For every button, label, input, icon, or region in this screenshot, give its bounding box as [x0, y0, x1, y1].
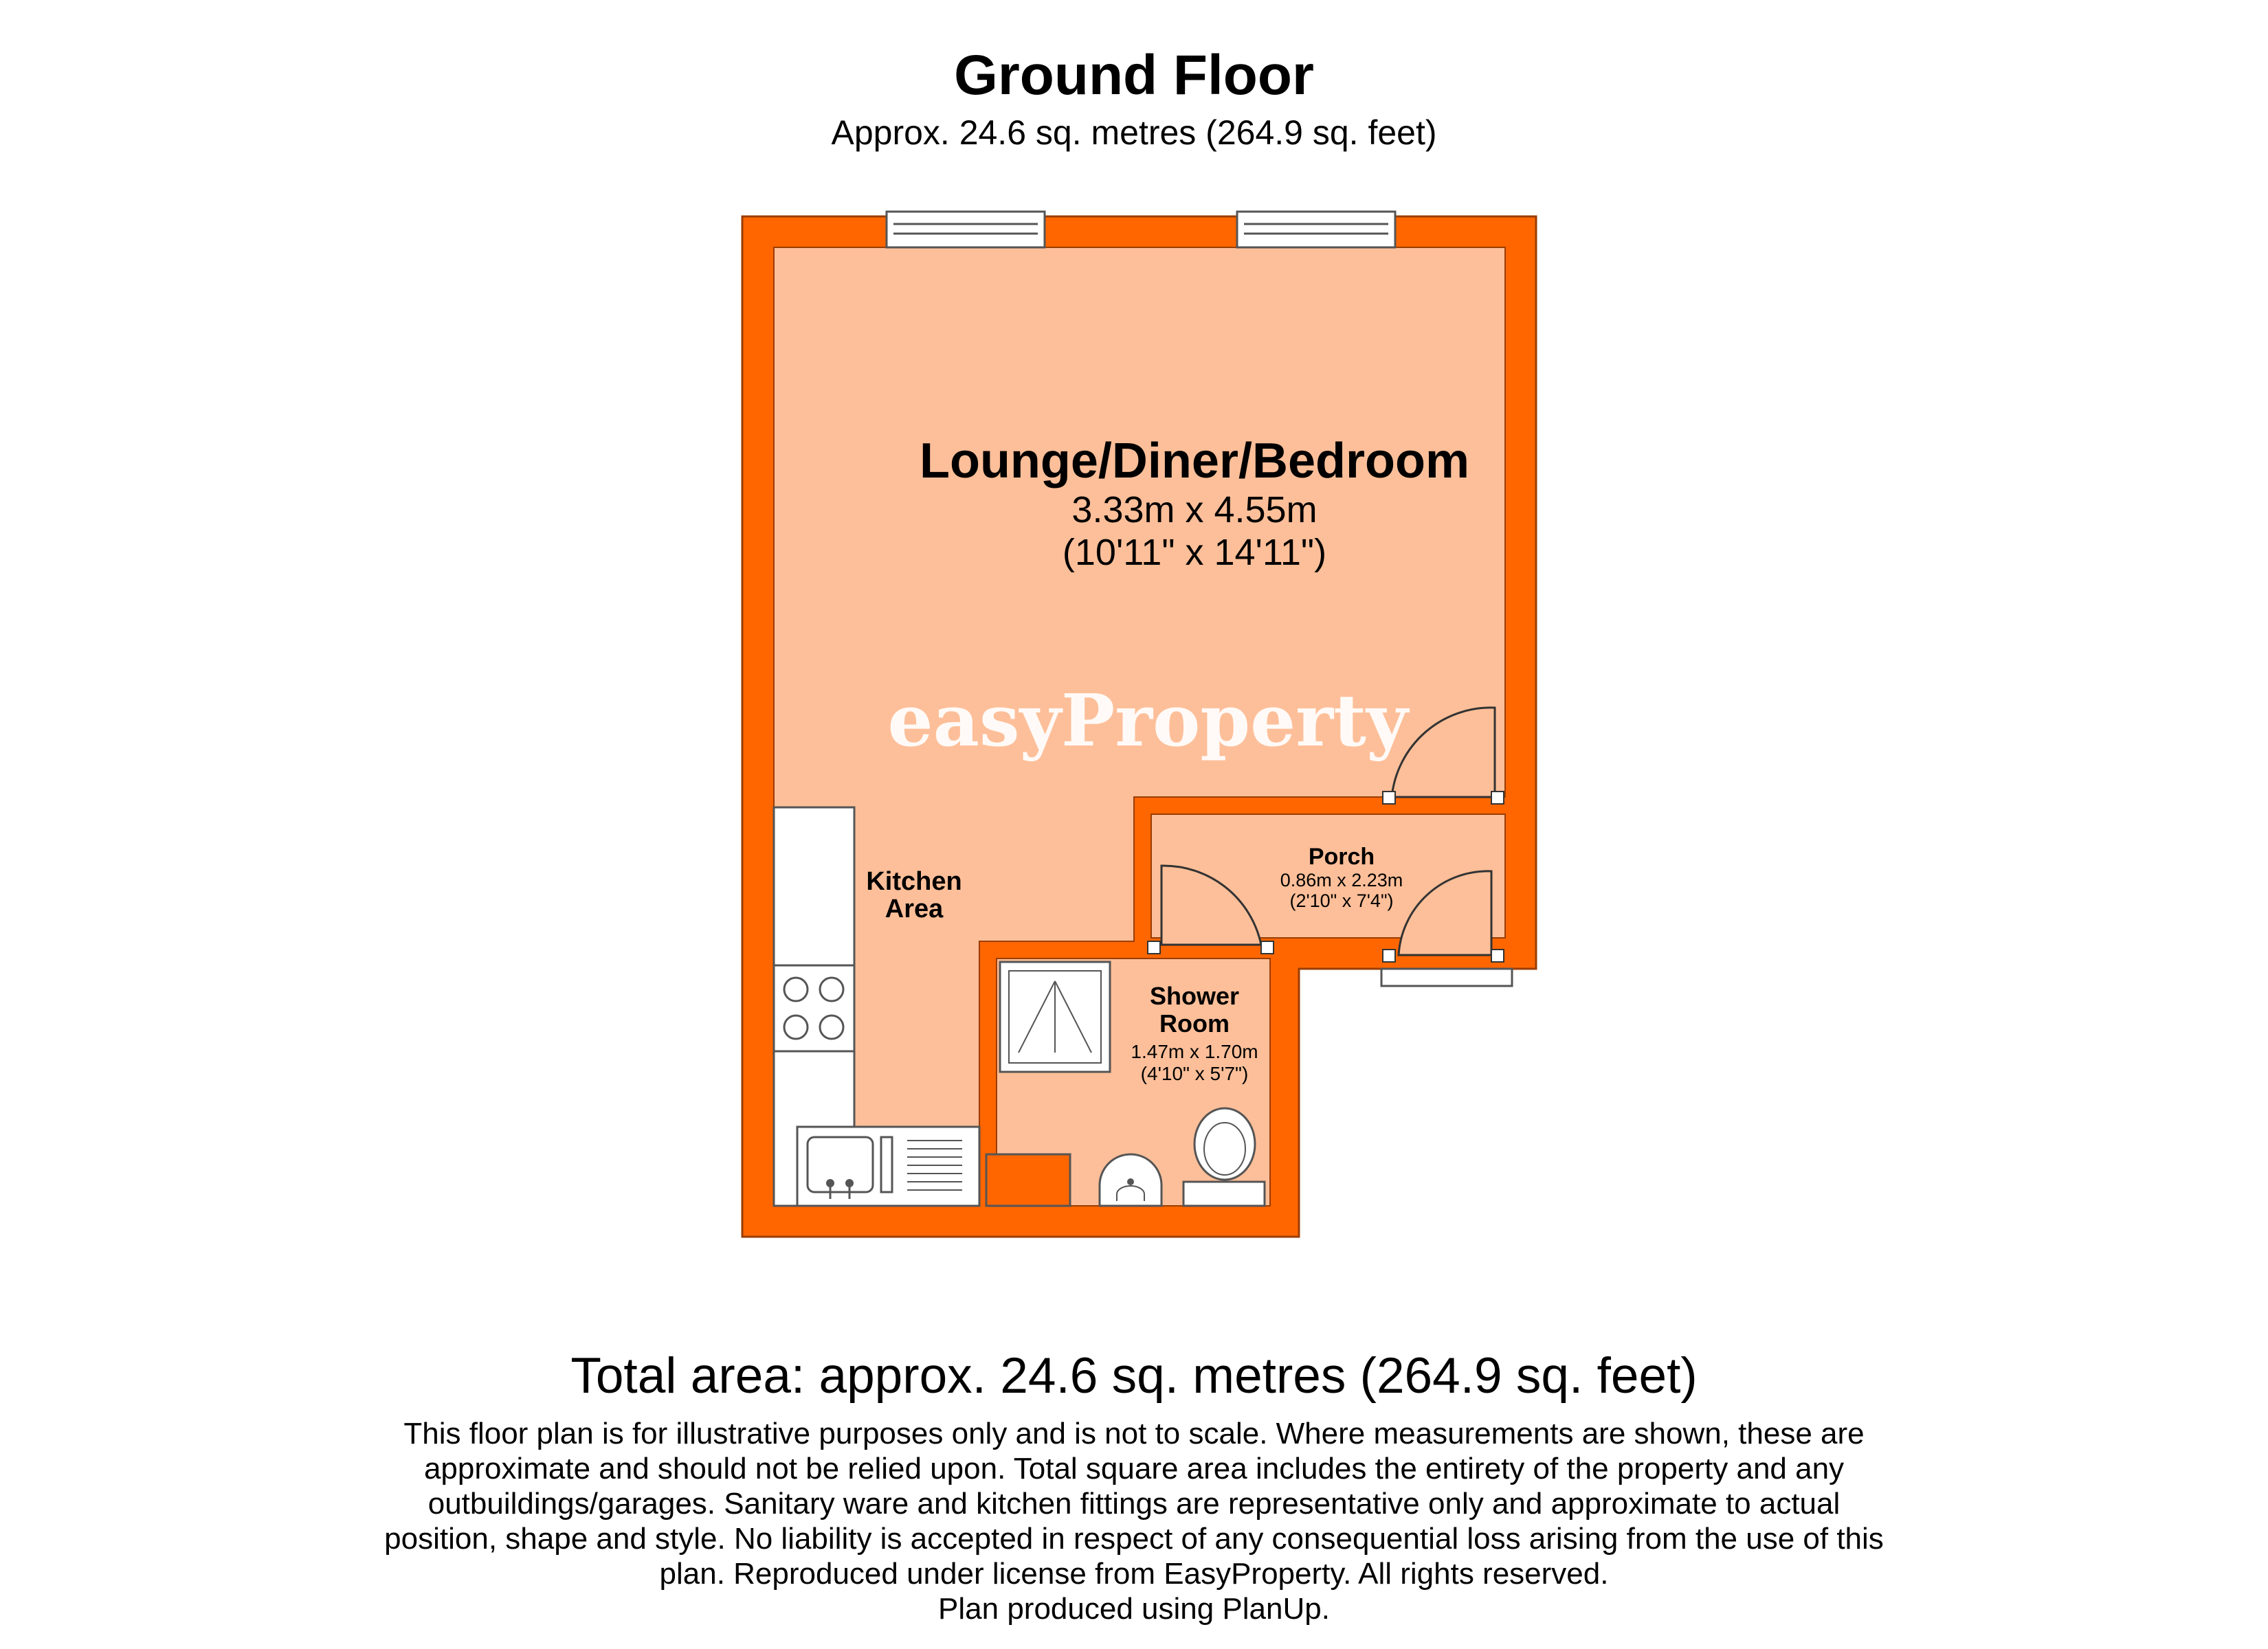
- kitchen-name-line1: Kitchen: [866, 867, 962, 896]
- porch-name: Porch: [1308, 844, 1375, 870]
- porch-imperial: (2'10" x 7'4"): [1289, 890, 1394, 911]
- total-area: Total area: approx. 24.6 sq. metres (264.9 sq. feet): [570, 1348, 1698, 1404]
- shower-name-line1: Shower: [1149, 982, 1240, 1010]
- kitchen-name-line2: Area: [885, 895, 944, 923]
- shower-imperial: (4'10" x 5'7"): [1140, 1063, 1249, 1084]
- window-top-left: [887, 212, 1045, 247]
- cupboard: [986, 1154, 1070, 1206]
- produced-by: Plan produced using PlanUp.: [938, 1592, 1330, 1626]
- lounge-metric: 3.33m x 4.55m: [1071, 489, 1318, 530]
- basin-icon: [1100, 1154, 1161, 1206]
- floor-area: Approx. 24.6 sq. metres (264.9 sq. feet): [831, 113, 1437, 152]
- shower-metric: 1.47m x 1.70m: [1131, 1041, 1258, 1062]
- disclaimer: This floor plan is for illustrative purposes only and is not to scale. Where measurements are shown, these are approximate and should not be relied upon. Total square area includes the entirety of the property and any outbuildings/garages. Sanitary ware and kitchen fittings are representative only and approximate to actual position, shape and style. No liability is accepted in respect of any consequential loss arising from the use of this plan. Reproduced under license from EasyProperty. All rights reserved.: [384, 1417, 1884, 1591]
- lounge-name: Lounge/Diner/Bedroom: [919, 434, 1470, 489]
- plan-footer: [0, 1343, 2268, 1626]
- kitchen-sink-icon: [797, 1127, 979, 1206]
- hob-icon: [774, 965, 854, 1051]
- shower-tray-icon: [1000, 962, 1110, 1072]
- watermark-logo: easyProperty: [887, 678, 1408, 763]
- floor-title: Ground Floor: [954, 44, 1314, 106]
- shower-name-line2: Room: [1159, 1009, 1230, 1037]
- window-top-right: [1237, 212, 1395, 247]
- entrance-step: [1381, 969, 1512, 986]
- lounge-imperial: (10'11" x 14'11"): [1062, 532, 1327, 573]
- porch-metric: 0.86m x 2.23m: [1280, 870, 1403, 890]
